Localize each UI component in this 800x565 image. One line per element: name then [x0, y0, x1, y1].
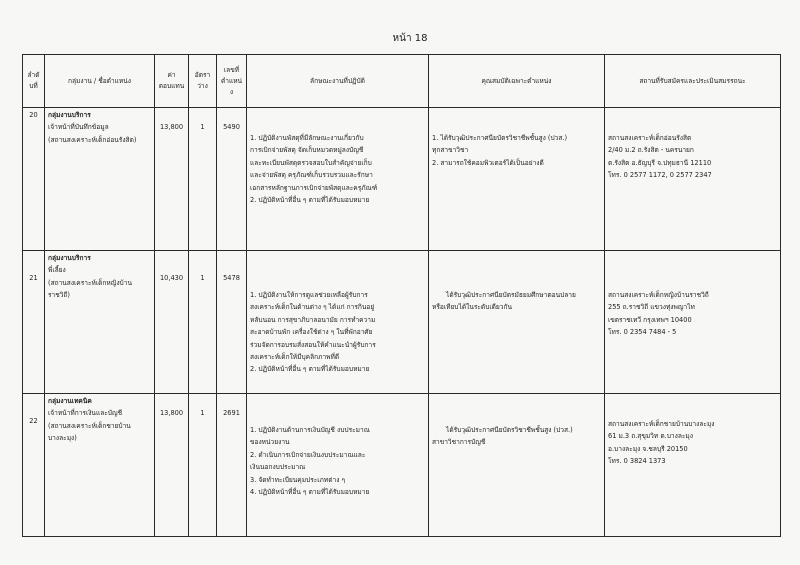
salary-value: 13,800: [159, 409, 184, 417]
vacancy-cell: [189, 394, 217, 537]
duty-line: การเบิกจ่ายพัสดุ จัดเก็บหมวดหมู่ลงบัญชี: [250, 146, 364, 155]
location-line: โทร. 0 2577 1172, 0 2577 2347: [608, 171, 712, 180]
qualification-line: สาขาวิชาการบัญชี: [432, 438, 486, 447]
job-group: กลุ่มงานบริการ: [48, 111, 91, 119]
header-location: สถานที่รับสมัครและประเมินสมรรถนะ: [605, 55, 781, 108]
job-vacancy-table: [22, 54, 781, 537]
location-line: 2/40 ม.2 ถ.รังสิต - นครนายก: [608, 146, 694, 155]
location-cell: [605, 108, 781, 251]
qualification-line: ทุกสาขาวิชา: [432, 146, 469, 155]
page-number: หน้า 18: [392, 33, 428, 44]
row-number-value: 21: [29, 274, 38, 282]
duties-cell: [247, 108, 429, 251]
salary-value: 10,430: [159, 274, 184, 282]
location-line: สถานสงเคราะห์เด็กชายบ้านบางละมุง: [608, 420, 715, 428]
duty-line: 1. ปฏิบัติงานพัสดุที่มีลักษณะงานเกี่ยวกับ: [250, 134, 364, 142]
salary-value: 13,800: [159, 123, 184, 131]
duty-line: หลับนอน การสุขาภิบาลอนามัย การทำความ: [250, 315, 376, 324]
salary-cell: [155, 394, 189, 537]
header-position-no: เลขที่ตำแหน่ง: [217, 55, 247, 108]
table-row: [23, 108, 781, 251]
job-unit: (สถานสงเคราะห์เด็กชายบ้านบางละมุง): [48, 421, 131, 443]
header-salary: ค่าตอบแทน: [155, 55, 189, 108]
position-no-value: 2691: [223, 409, 240, 417]
location-line: ต.รังสิต อ.ธัญบุรี จ.ปทุมธานี 12110: [608, 158, 712, 167]
location-cell: [605, 394, 781, 537]
location-line: อ.บางละมุง จ.ชลบุรี 20150: [608, 444, 688, 453]
job-title: เจ้าหน้าที่การเงินและบัญชี: [48, 409, 123, 418]
location-line: เขตราชเทวี กรุงเทพฯ 10400: [608, 315, 692, 324]
qualification-line: ได้รับวุฒิประกาศนียบัตรมัธยมศึกษาตอนปลาย: [446, 291, 576, 299]
row-number: 20: [23, 108, 45, 251]
location-cell: [605, 251, 781, 394]
position-no-value: 5490: [223, 123, 240, 131]
duty-line: ของหน่วยงาน: [250, 438, 290, 447]
duty-line: เอกสารหลักฐานการเบิกจ่ายพัสดุและครุภัณฑ์: [250, 183, 378, 192]
location-line: สถานสงเคราะห์เด็กหญิงบ้านราชวิถี: [608, 291, 709, 299]
header-group-position: กลุ่มงาน / ชื่อตำแหน่ง: [45, 55, 155, 108]
group-position-cell: [45, 108, 155, 251]
header-seq: ลำดับที่: [23, 55, 45, 108]
salary-cell: [155, 108, 189, 251]
group-position-cell: [45, 251, 155, 394]
vacancy-cell: [189, 108, 217, 251]
duty-line: เงินนอกงบประมาณ: [250, 463, 306, 472]
duty-line: และทะเบียนพัสดุตรวจสอบใบสำคัญจ่ายเก็บ: [250, 158, 372, 167]
qualifications-cell: [429, 394, 605, 537]
duty-line: สงเคราะห์เด็กให้มีบุคลิกภาพที่ดี: [250, 353, 340, 362]
position-no-cell: [217, 108, 247, 251]
duty-line: สงเคราะห์เด็กในด้านต่าง ๆ ได้แก่ การกินอยู่: [250, 303, 375, 312]
vacancy-value: 1: [200, 274, 205, 282]
qualifications-cell: [429, 251, 605, 394]
duty-line: 3. จัดทำทะเบียนคุมประเภทต่าง ๆ: [250, 475, 346, 484]
qualification-line: 2. สามารถใช้คอมพิวเตอร์ได้เป็นอย่างดี: [432, 158, 544, 167]
job-group: กลุ่มงานเทคนิค: [48, 397, 92, 405]
duties-cell: [247, 394, 429, 537]
location-line: 61 ม.3 ถ.สุขุมวิท ต.บางละมุง: [608, 432, 693, 441]
vacancy-value: 1: [200, 123, 205, 131]
qualification-line: หรือเทียบได้ในระดับเดียวกัน: [432, 303, 512, 312]
duty-line: 4. ปฏิบัติหน้าที่อื่น ๆ ตามที่ได้รับมอบหมาย: [250, 488, 370, 497]
location-line: โทร. 0 2354 7484 - 5: [608, 328, 677, 337]
position-no-cell: [217, 394, 247, 537]
job-unit: (สถานสงเคราะห์เด็กหญิงบ้านราชวิถี): [48, 278, 132, 300]
table-row: [23, 394, 781, 537]
qualification-line: ได้รับวุฒิประกาศนียบัตรวิชาชีพชั้นสูง (ปวส.): [446, 426, 573, 434]
salary-cell: [155, 251, 189, 394]
group-position-cell: [45, 394, 155, 537]
duty-line: สะอาดบ้านพัก เครื่องใช้ต่าง ๆ ในที่พักอาศัย: [250, 328, 373, 337]
duty-line: 1. ปฏิบัติงานด้านการเงินบัญชี งบประมาณ: [250, 426, 370, 434]
table-row: [23, 251, 781, 394]
header-qualifications: คุณสมบัติเฉพาะตำแหน่ง: [429, 55, 605, 108]
duty-line: 2. ปฏิบัติหน้าที่อื่น ๆ ตามที่ได้รับมอบหมาย: [250, 196, 370, 205]
duty-line: 1. ปฏิบัติงานให้การดูแลช่วยเหลือผู้รับการ: [250, 291, 368, 299]
header-duties: ลักษณะงานที่ปฏิบัติ: [247, 55, 429, 108]
position-no-cell: [217, 251, 247, 394]
duty-line: 2. ดำเนินการเบิกจ่ายเงินงบประมาณและ: [250, 450, 366, 459]
vacancy-cell: [189, 251, 217, 394]
job-title: พี่เลี้ยง: [48, 266, 66, 275]
duty-line: 2. ปฏิบัติหน้าที่อื่น ๆ ตามที่ได้รับมอบหมาย: [250, 365, 370, 374]
job-unit: (สถานสงเคราะห์เด็กอ่อนรังสิต): [48, 135, 137, 144]
location-line: 255 ถ.ราชวิถี แขวงทุ่งพญาไท: [608, 303, 695, 312]
job-title: เจ้าหน้าที่บันทึกข้อมูล: [48, 123, 109, 132]
table-header-row: [23, 55, 781, 108]
row-number-value: 22: [29, 417, 38, 425]
duty-line: ร่วมจัดการอบรมสั่งสอนให้คำแนะนำผู้รับการ: [250, 340, 376, 349]
vacancy-value: 1: [200, 409, 205, 417]
job-group: กลุ่มงานบริการ: [48, 254, 91, 262]
row-number: [23, 394, 45, 537]
position-no-value: 5478: [223, 274, 240, 282]
location-line: โทร. 0 3824 1373: [608, 457, 666, 466]
qualification-line: 1. ได้รับวุฒิประกาศนียบัตรวิชาชีพชั้นสูง (ปวส.): [432, 134, 568, 142]
duties-cell: [247, 251, 429, 394]
qualifications-cell: [429, 108, 605, 251]
location-line: สถานสงเคราะห์เด็กอ่อนรังสิต: [608, 134, 692, 142]
duty-line: และจ่ายพัสดุ ครุภัณฑ์เก็บรวบรวมและรักษา: [250, 171, 373, 180]
row-number: [23, 251, 45, 394]
header-vacancy: อัตราว่าง: [189, 55, 217, 108]
